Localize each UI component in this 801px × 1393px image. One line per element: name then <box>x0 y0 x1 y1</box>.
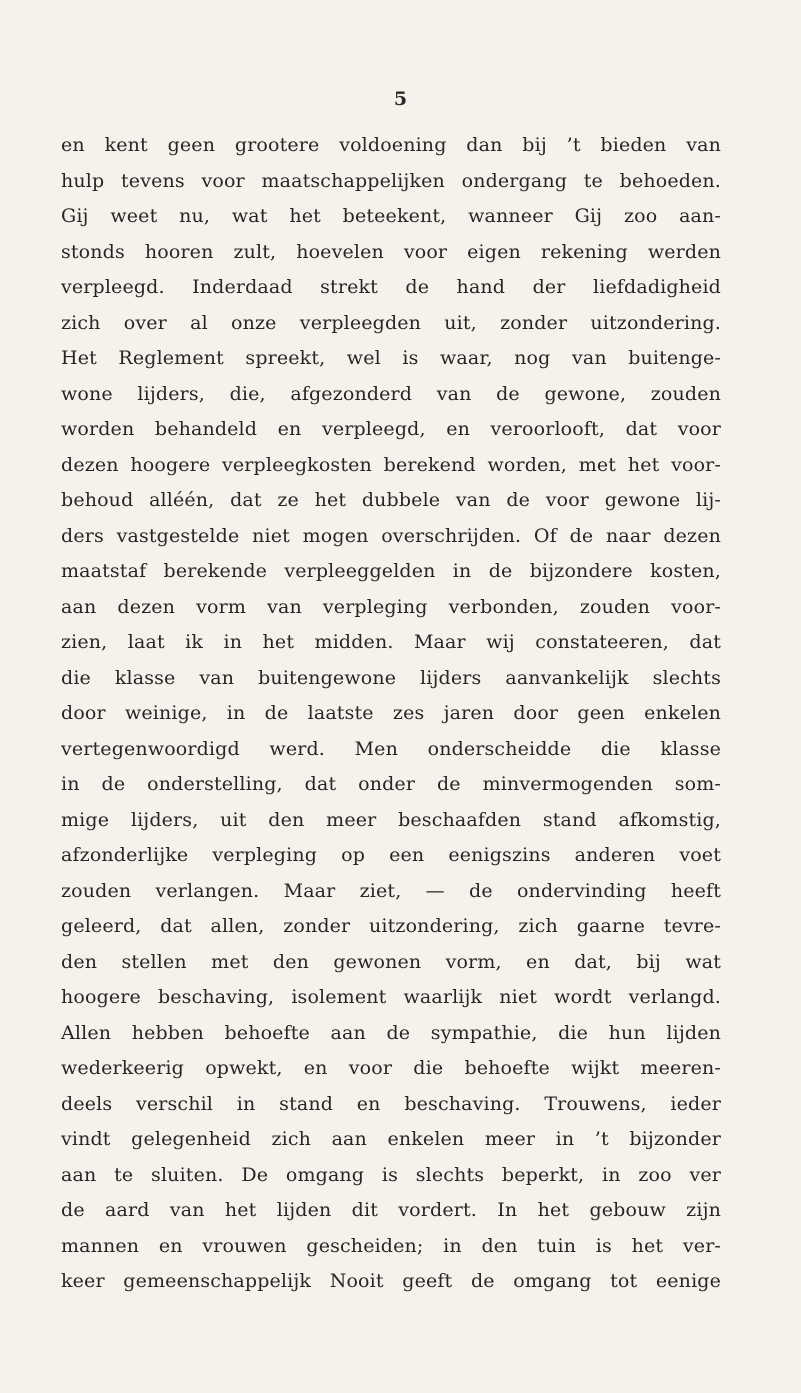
text-line: wederkeerig opwekt, en voor die behoefte wijkt meeren- <box>61 1057 721 1079</box>
text-line: geleerd, dat allen, zonder uitzondering, zich gaarne tevre- <box>61 915 721 937</box>
text-line: vindt gelegenheid zich aan enkelen meer in ’t bijzonder <box>61 1128 721 1150</box>
text-line: zich over al onze verpleegden uit, zonder uitzondering. <box>61 311 721 334</box>
text-line: behoud alléén, dat ze het dubbele van de voor gewone lij- <box>61 489 721 511</box>
text-line: hulp tevens voor maatschappelijken ondergang te behoeden. <box>61 169 721 192</box>
text-line: Gij weet nu, wat het beteekent, wanneer Gij zoo aan- <box>61 205 721 227</box>
text-line: keer gemeenschappelijk Nooit geeft de omgang tot eenige <box>61 1270 721 1292</box>
text-line: Allen hebben behoefte aan de sympathie, die hun lijden <box>61 1021 721 1044</box>
text-line: afzonderlijke verpleging op een eenigszins anderen voet <box>61 844 721 866</box>
text-line: aan dezen vorm van verpleging verbonden, zouden voor- <box>61 595 721 618</box>
text-line: en kent geen grootere voldoening dan bij ’t bieden van <box>61 134 721 156</box>
text-line: stonds hooren zult, hoevelen voor eigen rekening werden <box>61 240 721 263</box>
text-line: mannen en vrouwen gescheiden; in den tuin is het ver- <box>61 1234 721 1257</box>
text-line: in de onderstelling, dat onder de minvermogenden som- <box>61 773 721 795</box>
text-line: zien, laat ik in het midden. Maar wij constateeren, dat <box>61 631 721 653</box>
text-line: door weinige, in de laatste zes jaren door geen enkelen <box>61 702 721 724</box>
text-line: zouden verlangen. Maar ziet, — de ondervinding heeft <box>61 879 721 902</box>
text-line: den stellen met den gewonen vorm, en dat, bij wat <box>61 950 721 973</box>
body-text <box>61 128 721 1300</box>
text-line: de aard van het lijden dit vordert. In het gebouw zijn <box>61 1199 721 1221</box>
text-line: worden behandeld en verpleegd, en veroorlooft, dat voor <box>61 418 721 440</box>
text-line: deels verschil in stand en beschaving. Trouwens, ieder <box>61 1092 721 1115</box>
text-line: dezen hoogere verpleegkosten berekend worden, met het voor- <box>61 453 721 476</box>
text-line: vertegenwoordigd werd. Men onderscheidde die klasse <box>61 737 721 760</box>
text-line: Het Reglement spreekt, wel is waar, nog van buitenge- <box>61 347 721 369</box>
text-line: ders vastgestelde niet mogen overschrijden. Of de naar dezen <box>61 524 721 547</box>
text-line: maatstaf berekende verpleeggelden in de bijzondere kosten, <box>61 560 721 582</box>
page-number: 5 <box>393 88 408 110</box>
text-line: hoogere beschaving, isolement waarlijk niet wordt verlangd. <box>61 986 721 1008</box>
text-line: aan te sluiten. De omgang is slechts beperkt, in zoo ver <box>61 1163 721 1186</box>
text-line: verpleegd. Inderdaad strekt de hand der liefdadigheid <box>61 276 721 298</box>
text-line: mige lijders, uit den meer beschaafden stand afkomstig, <box>61 808 721 831</box>
text-line: die klasse van buitengewone lijders aanvankelijk slechts <box>61 666 721 689</box>
text-line: wone lijders, die, afgezonderd van de gewone, zouden <box>61 382 721 405</box>
